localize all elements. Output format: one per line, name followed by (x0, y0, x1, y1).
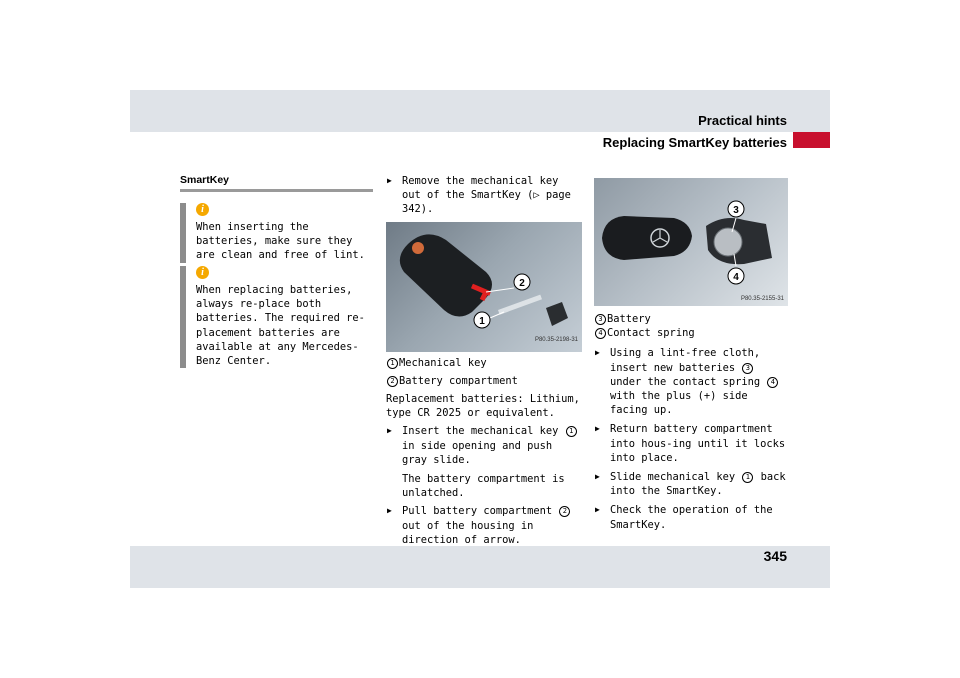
callout-3 (728, 201, 744, 217)
section-heading (180, 174, 373, 192)
instructions-column-2 (386, 174, 582, 571)
step-text: with the plus (+) side facing up. (610, 390, 748, 417)
legend-text: Battery compartment (399, 374, 518, 387)
callout-4 (728, 268, 744, 284)
instructions-column-3 (594, 312, 790, 537)
info-icon: i (196, 266, 209, 279)
smartkey-photo-1 (386, 222, 582, 352)
step-text: under the contact spring (610, 375, 761, 388)
svg-text:1: 1 (479, 315, 485, 327)
smartkey-battery-illustration (594, 178, 788, 306)
step-text: Remove the mechanical key out of the SmartKey ( (402, 175, 559, 202)
svg-text:4: 4 (733, 272, 739, 283)
legend-text: Contact spring (607, 327, 695, 340)
step-text: Insert the mechanical key (402, 425, 559, 438)
info-note-1 (180, 203, 373, 263)
legend-text: Battery (607, 313, 651, 325)
info-note-2-text: When replacing batteries, always re-place both batteries. The required re-placement batteries are available at any Mercedes-Benz Center. (196, 284, 365, 368)
svg-text:3: 3 (733, 205, 739, 216)
step-insert-batteries: ▶ Using a lint-free cloth, insert new batteries 3 under the contact spring 4 with the plus (+) side facing up. (594, 346, 790, 417)
legend-item-1: 1 Mechanical key (386, 356, 582, 370)
replacement-batteries-text: Replacement batteries: Lithium, type CR 2025 or equivalent. (386, 393, 580, 420)
callout-2 (514, 274, 530, 290)
legend-item-4: 4 Contact spring (594, 326, 790, 340)
page-number: 345 (763, 548, 787, 564)
section-tab-marker (793, 132, 830, 148)
page-ref-link[interactable]: page 342). (402, 189, 571, 216)
step-check-operation: ▶ Check the operation of the SmartKey. (594, 503, 790, 531)
step-note: The battery compartment is unlatched. (402, 473, 565, 500)
step-remove-key (386, 174, 582, 217)
header-subtitle: Replacing SmartKey batteries (602, 135, 787, 150)
footer-band (130, 546, 830, 588)
smartkey-open-illustration (386, 222, 582, 352)
step-text: in side opening and push gray slide. (402, 439, 553, 466)
info-icon: i (196, 203, 209, 216)
page-ref-icon: ▷ (533, 189, 540, 202)
legend-text: Mechanical key (399, 356, 487, 369)
header-title: Practical hints (698, 113, 787, 128)
legend-item-3: 3 Battery (594, 312, 790, 326)
step-text: Pull battery compartment (402, 505, 553, 518)
step-text: out of the housing in direction of arrow. (402, 519, 534, 546)
photo-code: P80.35-2198-31 (534, 337, 578, 344)
svg-text:2: 2 (519, 277, 525, 289)
step-return-compartment: ▶ Return battery compartment into hous-ing until it locks into place. (594, 422, 790, 465)
section-rule (180, 189, 373, 192)
step-text: back into the SmartKey. (610, 471, 786, 498)
info-note-2 (180, 266, 373, 368)
step-text: Slide mechanical key (610, 471, 736, 484)
section-title: SmartKey (180, 174, 230, 186)
smartkey-photo-2 (594, 178, 788, 306)
photo-code: P80.35-2155-31 (740, 296, 784, 302)
step-slide-key: ▶ Slide mechanical key 1 back into the SmartKey. (594, 470, 790, 498)
legend-item-2: 2 Battery compartment (386, 374, 582, 388)
info-note-1-text: When inserting the batteries, make sure they are clean and free of lint. (196, 221, 365, 262)
step-text: Using a lint-free cloth, insert new batteries (610, 347, 761, 374)
callout-1 (474, 312, 490, 328)
step-pull-compartment: ▶ Pull battery compartment 2 out of the housing in direction of arrow. (386, 504, 582, 547)
step-insert-key: ▶ Insert the mechanical key 1 in side opening and push gray slide. (386, 424, 582, 467)
